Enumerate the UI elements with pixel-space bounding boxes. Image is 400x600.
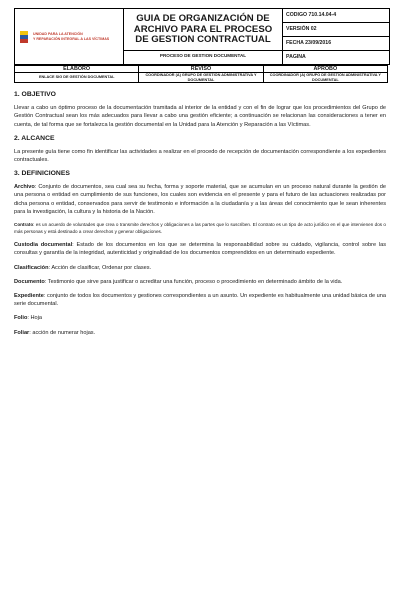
aprobo-label: APROBO bbox=[263, 66, 387, 73]
process-name: PROCESO DE GESTION DOCUMENTAL bbox=[124, 50, 282, 62]
document-version: VERSIÓN 02 bbox=[283, 23, 389, 37]
definition-custodia bbox=[14, 241, 386, 257]
definition-text: : es un acuerdo de voluntades que crea o transmite derechos y obligaciones a las partes que lo suscriben. El contrato es un tipo de acto jurídico en el que intervienen dos o más personas y está destinado a crear derechos y generar obligaciones. bbox=[14, 222, 386, 234]
definition-text: : conjunto de todos los documentos y gestiones correspondientes a un asunto. Un expediente es habitualmente una unidad básica de una serie documental. bbox=[14, 293, 386, 308]
reviso-value: COORDINADOR (A) GRUPO DE GESTIÓN ADMINISTRATIVA Y DOCUMENTAL bbox=[139, 73, 263, 83]
logo-cell bbox=[15, 9, 124, 65]
section-heading-definiciones: 3. DEFINICIONES bbox=[14, 170, 70, 178]
definition-term: Contrato bbox=[14, 222, 34, 228]
document-title: GUIA DE ORGANIZACIÓN DE ARCHIVO PARA EL PROCESO DE GESTION CONTRACTUAL bbox=[133, 13, 273, 46]
elaboro-label: ELABORÓ bbox=[15, 66, 139, 73]
definition-term: Folio bbox=[14, 315, 28, 322]
elaboro-value: ENLACE SIG DE GESTIÓN DOCUMENTAL bbox=[15, 73, 139, 83]
section-heading-objetivo: 1. OBJETIVO bbox=[14, 91, 56, 99]
definition-term: Expediente bbox=[14, 293, 44, 300]
definition-text: : acción de numerar hojas. bbox=[29, 329, 96, 336]
objetivo-paragraph: Llevar a cabo un óptimo proceso de la documentación tramitada al interior de la entidad y con el fin de lograr que los procedimientos del Grupo de Gestión Contractual sean los más adecuados para llevar a cabo una gestión eficiente; a continuación se relacionan las consideraciones a tener en cuenta, de tal forma que se fortalezca la gestión documental en la Unidad para la Atención y Reparación a las Víctimas. bbox=[14, 105, 386, 128]
document-page: PAGINA bbox=[286, 54, 306, 60]
definition-term: Foliar bbox=[14, 329, 30, 336]
meta-cell bbox=[283, 9, 390, 65]
definition-folio bbox=[14, 314, 386, 322]
aprobo-value: COORDINADOR (A) GRUPO DE GESTIÓN ADMINISTRATIVA Y DOCUMENTAL bbox=[263, 73, 387, 83]
coat-of-arms-icon bbox=[19, 31, 29, 43]
signature-table bbox=[14, 65, 388, 83]
definition-text: : Hoja bbox=[27, 315, 42, 322]
definition-term: Custodia documental bbox=[14, 242, 73, 249]
document-code: CODIGO 710.14.04-4 bbox=[283, 9, 389, 23]
section-heading-alcance: 2. ALCANCE bbox=[14, 134, 55, 142]
definition-documento bbox=[14, 278, 386, 286]
alcance-paragraph: La presente guía tiene como fin identificar las actividades a realizar en el procedo de recepción de documentación correspondiente a los expedientes contractuales. bbox=[14, 148, 386, 163]
reviso-label: REVISÓ bbox=[139, 66, 263, 73]
document-body bbox=[14, 91, 388, 337]
definition-term: Clasificación bbox=[14, 264, 49, 271]
definition-clasificacion bbox=[14, 264, 386, 272]
definition-contrato bbox=[14, 222, 386, 235]
definition-text: : Acción de clasificar, Ordenar por clases. bbox=[48, 264, 152, 271]
definition-text: : Conjunto de documentos, sea cual sea su fecha, forma y soporte material, que se acumulan en un proceso natural durante la gestión de una persona o entidad en cumplimiento de sus funciones, los cuales son evidencia en el presente y para el futuro de las actuaciones realizadas por dicha persona o entidad, conservados para servir de testimonio e información a la ciudadanía y a las áreas del conocimiento que le sean inherentes para la investigación, la cultura y la historia de la Nación. bbox=[14, 184, 386, 215]
document-date: FECHA 23/09/2016 bbox=[283, 37, 389, 51]
definition-text: : Testimonio que sirve para justificar o acreditar una función, proceso o procedimiento en determinado ámbito de la vida. bbox=[44, 278, 343, 285]
definition-text: : Estado de los documentos en los que se determina la responsabilidad sobre su cuidado, vigilancia, control sobre las consultas y garantía de la integridad, autenticidad y originalidad de los documentos comprendidos en un determinado expediente. bbox=[14, 242, 387, 257]
definition-archivo bbox=[14, 183, 386, 216]
institution-logo-text: UNIDAD PARA LA ATENCIÓN Y REPARACIÓN INTEGRAL A LAS VÍCTIMAS bbox=[33, 31, 110, 41]
definition-term: Documento bbox=[14, 278, 45, 285]
definition-term: Archivo bbox=[14, 184, 35, 191]
definition-expediente bbox=[14, 292, 386, 308]
document-header bbox=[14, 8, 390, 65]
title-cell bbox=[124, 9, 283, 65]
definition-foliar bbox=[14, 329, 386, 337]
